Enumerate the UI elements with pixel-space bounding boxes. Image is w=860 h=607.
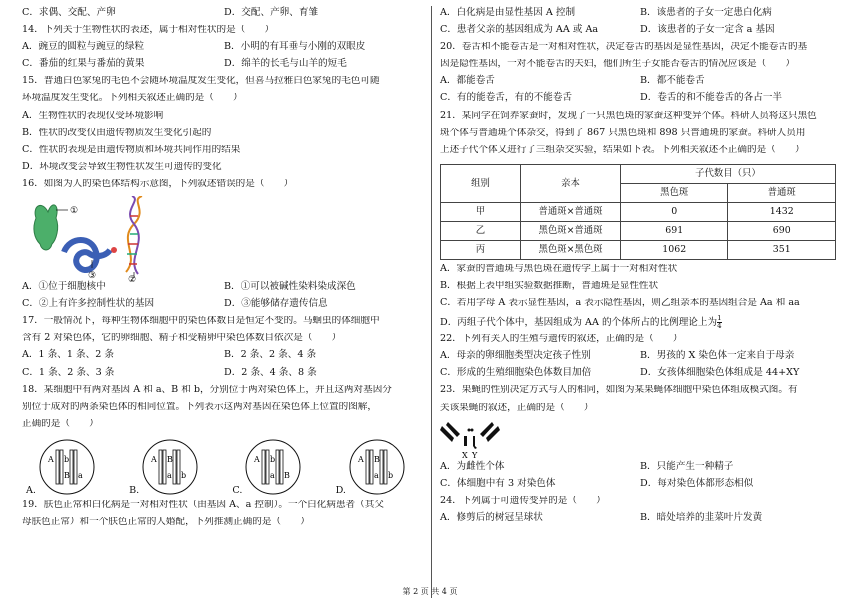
q17-stem-line2: 含有 2 对染色体，它的卵细胞、精子和受精卵中染色体数目依次是（ ） bbox=[22, 333, 342, 344]
q18-stem-line3: 正确的是（ ） bbox=[22, 418, 99, 429]
q18-stem-line2: 别位于成对的两条染色体的相同位置。下列表示这两对基因在染色体上位置的图解， bbox=[22, 401, 377, 412]
page-footer: 第 2 页 共 4 页 bbox=[402, 587, 458, 596]
table-header-normal: 普通斑 bbox=[728, 183, 836, 202]
q22-stem: 22．下列有关人的生殖与遗传的叙述，正确的是（ ） bbox=[440, 334, 683, 345]
q21-stem-line3: 上述子代个体又进行了三组杂交实验，结果如下表。下列相关叙述不正确的是（ ） bbox=[440, 144, 805, 155]
dot-chromosome bbox=[471, 428, 474, 431]
q13-option-c: C．求偶、交配、产卵 bbox=[22, 7, 116, 18]
cell-outline bbox=[246, 440, 300, 494]
table-cell-normal: 690 bbox=[728, 221, 836, 240]
q16-option-d: D．③能够储存遗传信息 bbox=[224, 298, 328, 310]
chromosome-rod bbox=[262, 450, 265, 484]
q22-options-cd bbox=[440, 368, 840, 385]
q21-option-d-text: D．丙组子代个体中，基因组成为 AA 的个体所占的比例理论上为 bbox=[440, 317, 718, 329]
gene-label: a bbox=[373, 470, 379, 480]
chromosome-rod bbox=[177, 450, 180, 484]
label-1: ① bbox=[70, 206, 79, 217]
gene-label: b bbox=[270, 454, 276, 464]
q18-option-label: B. bbox=[129, 485, 140, 497]
q20-option-a: A．都能卷舌 bbox=[440, 75, 495, 87]
q15-stem-line2: 环境温度发生变化。下列相关叙述正确的是（ ） bbox=[22, 93, 243, 104]
gene-label: B bbox=[167, 454, 174, 464]
q13-option-d: D．交配、产卵、育雏 bbox=[224, 7, 319, 18]
gene-label: B bbox=[63, 470, 70, 480]
q21-stem-line1: 21．某同学在饲养家蚕时，发现了一只黑色斑的家蚕这种变异个体。科研人员将这只黑色 bbox=[440, 110, 817, 121]
cell-diagram bbox=[141, 438, 199, 496]
q19-stem-line1: 19．肤色正常和白化病是一对相对性状（由基因 A、a 控制）。一个白化病患者（其父 bbox=[22, 499, 384, 510]
chromosome-rod bbox=[280, 450, 283, 484]
q20-stem-line2: 因是隐性基因，一对不能卷舌的夫妇，他们所生子女能否卷舌的情况应该是（ ） bbox=[440, 59, 795, 70]
gene-label: A bbox=[254, 454, 261, 464]
q15-option-c: C．性状的表现是由遗传物质和环境共同作用的结果 bbox=[22, 144, 241, 155]
q17-option-d: D．2 条、4 条、8 条 bbox=[224, 366, 317, 378]
q18-option-b bbox=[129, 436, 199, 496]
q18-option-d bbox=[336, 436, 406, 496]
q13-options bbox=[22, 8, 426, 25]
q15-option-a: A．生物性状的表现仅受环境影响 bbox=[22, 110, 164, 121]
gene-label: B bbox=[373, 454, 380, 464]
q18-option-label: A. bbox=[26, 485, 36, 497]
gene-label: A bbox=[357, 454, 364, 464]
q16-option-c: C．②上有许多控制性状的基因 bbox=[22, 298, 155, 310]
gene-label: A bbox=[47, 454, 54, 464]
q22-option-c: C．形成的生殖细胞染色体数目加倍 bbox=[440, 367, 592, 379]
q18-option-a bbox=[26, 436, 96, 496]
q14-stem: 14．下列关于生物性状的表述，属于相对性状的是（ ） bbox=[22, 25, 275, 36]
q23-options-ab bbox=[440, 462, 840, 479]
q19-stem-line2: 母肤色正常）和一个肤色正常的人婚配，下列推测正确的是（ ） bbox=[22, 516, 310, 527]
cell-outline bbox=[350, 440, 404, 494]
chromosome-rod bbox=[159, 450, 162, 484]
q14-option-b: B．小明的有耳垂与小刚的双眼皮 bbox=[224, 41, 366, 53]
chromosome-rod bbox=[266, 450, 269, 484]
table-row bbox=[441, 221, 836, 240]
table-cell-parent: 普通斑×普通斑 bbox=[521, 202, 621, 221]
table-cell-normal: 351 bbox=[728, 240, 836, 259]
q20-option-c: C．有的能卷舌，有的不能卷舌 bbox=[440, 92, 573, 104]
q18-stem-line1: 18．某细胞中有两对基因 A 和 a、B 和 b，分别位于两对染色体上，并且这两对基因分 bbox=[22, 384, 392, 395]
q17-option-b: B．2 条、2 条、4 条 bbox=[224, 349, 317, 361]
q21-option-c: C．若用字母 A 表示显性基因，a 表示隐性基因，则乙组亲本的基因组合是 Aa 和 aa bbox=[440, 298, 800, 309]
q20-options-ab bbox=[440, 76, 840, 93]
column-divider bbox=[431, 6, 432, 598]
chromosome-rod bbox=[163, 450, 166, 484]
chromosome-y bbox=[473, 436, 477, 449]
fruitfly-chromosome-figure bbox=[440, 420, 500, 460]
q24-stem: 24．下列属于可遗传变异的是（ ） bbox=[440, 496, 606, 507]
q21-option-a: A．家蚕的普通斑与黑色斑在遗传学上属于一对相对性状 bbox=[440, 263, 678, 274]
gene-label: A bbox=[151, 454, 158, 464]
chromosome-rod bbox=[276, 450, 279, 484]
cell-diagram bbox=[38, 438, 96, 496]
q23-option-d: D．每对染色体都形态相似 bbox=[640, 478, 754, 490]
chromosome-structure-figure bbox=[30, 196, 170, 282]
cell-diagram bbox=[244, 438, 302, 496]
table-header-black: 黑色斑 bbox=[621, 183, 728, 202]
table-row bbox=[441, 202, 836, 221]
label-3: ③ bbox=[88, 271, 97, 282]
q21-option-d bbox=[440, 315, 840, 334]
q14-option-c: C．番茄的红果与番茄的黄果 bbox=[22, 58, 145, 70]
q24-option-a: A．修剪后的树冠呈球状 bbox=[440, 512, 543, 524]
fraction bbox=[717, 315, 721, 330]
table-cell-black: 691 bbox=[621, 221, 728, 240]
cell-outline bbox=[143, 440, 197, 494]
q16-stem: 16．如图为人的染色体结构示意图，下列叙述错误的是（ ） bbox=[22, 178, 294, 189]
dot-chromosome bbox=[468, 428, 471, 431]
q23-option-c: C．体细胞中有 3 对染色体 bbox=[440, 478, 556, 490]
q20-stem-line1: 20．卷舌和不能卷舌是一对相对性状，决定卷舌的基因是显性基因，决定不能卷舌的基 bbox=[440, 42, 808, 53]
q18-option-label: D. bbox=[335, 485, 346, 497]
table-cell-parent: 黑色斑×黑色斑 bbox=[521, 240, 621, 259]
q18-options-figures bbox=[26, 436, 406, 496]
q17-option-c: C．1 条、2 条、3 条 bbox=[22, 366, 115, 378]
gene-label: b bbox=[387, 470, 394, 480]
q14-options-ab bbox=[22, 42, 426, 59]
chromosome-rod bbox=[370, 450, 373, 484]
q14-option-a: A．豌豆的圆粒与豌豆的绿粒 bbox=[22, 41, 145, 53]
label-x: X bbox=[462, 450, 468, 460]
fraction-numerator: 1 bbox=[717, 315, 722, 323]
right-column bbox=[440, 8, 840, 531]
q19-option-a: A．白化病是由显性基因 A 控制 bbox=[440, 7, 576, 18]
table-cell-normal: 1432 bbox=[728, 202, 836, 221]
cell-diagram bbox=[348, 438, 406, 496]
table-header-count: 子代数目（只） bbox=[621, 164, 836, 183]
q23-option-a: A．为雌性个体 bbox=[440, 461, 505, 473]
q22-options-ab bbox=[440, 351, 840, 368]
q22-option-b: B．男孩的 X 染色体一定来自于母亲 bbox=[640, 350, 795, 362]
table-cell-black: 0 bbox=[621, 202, 728, 221]
chromosome-x bbox=[464, 436, 467, 446]
q24-options-ab bbox=[440, 513, 840, 530]
q15-stem-line1: 15．普通白色家兔的毛色不会随环境温度发生变化，但喜马拉雅白色家兔的毛色可随 bbox=[22, 76, 380, 87]
q21-option-b: B．根据上表甲组实验数据推断，普通斑是显性性状 bbox=[440, 280, 659, 291]
gene-label: b bbox=[63, 454, 70, 464]
q14-option-d: D．绵羊的长毛与山羊的短毛 bbox=[224, 58, 347, 70]
fraction-denominator: 4 bbox=[717, 322, 722, 331]
table-row bbox=[441, 240, 836, 259]
q17-options-cd bbox=[22, 368, 426, 385]
left-column bbox=[22, 8, 426, 534]
gene-label: a bbox=[270, 470, 276, 480]
table-header-group: 组别 bbox=[441, 164, 521, 202]
q16-option-b: B．①可以被碱性染料染成深色 bbox=[224, 281, 356, 293]
histone-dot bbox=[111, 247, 117, 253]
q19-option-d: D．该患者的子女一定含 a 基因 bbox=[640, 24, 775, 36]
q19-options-cd bbox=[440, 25, 840, 42]
q16-options-ab bbox=[22, 282, 426, 299]
q23-stem-line1: 23．果蝇的性别决定方式与人的相同，如图为某果蝇体细胞中染色体组成模式图。有 bbox=[440, 385, 798, 396]
q16-options-cd bbox=[22, 299, 426, 316]
table-header-parent: 亲本 bbox=[521, 164, 621, 202]
chromosome-rod bbox=[70, 450, 73, 484]
q22-option-d: D．女孩体细胞染色体组成是 44+XY bbox=[640, 367, 800, 379]
q15-option-d: D．环境改变会导致生物性状发生可遗传的变化 bbox=[22, 161, 222, 172]
table-cell-group: 甲 bbox=[441, 202, 521, 221]
chromosome-shape bbox=[34, 205, 58, 250]
q23-options-cd bbox=[440, 479, 840, 496]
q21-stem-line2: 斑个体与普通斑个体杂交，得到了 867 只黑色斑和 898 只普通斑的家蚕。科研人员用 bbox=[440, 127, 806, 138]
chromosome-rod bbox=[60, 450, 63, 484]
chromosome-rod bbox=[380, 450, 383, 484]
chromosome-rod bbox=[173, 450, 176, 484]
table-cell-group: 乙 bbox=[441, 221, 521, 240]
gene-label: a bbox=[77, 470, 83, 480]
chromosome-rod bbox=[74, 450, 77, 484]
label-2: ② bbox=[128, 275, 137, 283]
q17-options-ab bbox=[22, 350, 426, 367]
q19-option-b: B．该患者的子女一定患白化病 bbox=[640, 7, 772, 18]
label-y: Y bbox=[472, 450, 478, 460]
q19-option-c: C．患者父亲的基因组成为 AA 或 Aa bbox=[440, 24, 599, 36]
q20-option-d: D．卷舌的和不能卷舌的各占一半 bbox=[640, 92, 783, 104]
cell-outline bbox=[40, 440, 94, 494]
chromatin-coil bbox=[64, 240, 110, 270]
q19-options-ab bbox=[440, 8, 840, 25]
chromosome-rod bbox=[366, 450, 369, 484]
q16-figure-row bbox=[22, 196, 426, 282]
q23-stem-line2: 关该果蝇的叙述，正确的是（ ） bbox=[440, 402, 594, 413]
chromosome-rod bbox=[384, 450, 387, 484]
q17-option-a: A．1 条、1 条、2 条 bbox=[22, 349, 114, 361]
q18-option-label: C. bbox=[232, 485, 243, 497]
q21-results-table bbox=[440, 164, 836, 260]
q22-option-a: A．母亲的卵细胞类型决定孩子性别 bbox=[440, 350, 591, 362]
chromosome-rod bbox=[56, 450, 59, 484]
q24-option-b: B．暗处培养的韭菜叶片发黄 bbox=[640, 512, 763, 524]
table-cell-black: 1062 bbox=[621, 240, 728, 259]
q17-stem-line1: 17．一般情况下，每种生物体细胞中的染色体数目是恒定不变的。马蛔虫的体细胞中 bbox=[22, 316, 380, 327]
q15-option-b: B．性状的改变仅由遗传物质发生变化引起的 bbox=[22, 127, 212, 138]
gene-label: B bbox=[284, 470, 291, 480]
q16-option-a: A．①位于细胞核中 bbox=[22, 281, 106, 293]
q23-option-b: B．只能产生一种精子 bbox=[640, 461, 734, 473]
table-cell-group: 丙 bbox=[441, 240, 521, 259]
q14-options-cd bbox=[22, 59, 426, 76]
gene-label: b bbox=[181, 470, 187, 480]
q18-option-c bbox=[232, 436, 302, 496]
q20-option-b: B．都不能卷舌 bbox=[640, 75, 705, 87]
gene-label: a bbox=[167, 470, 173, 480]
q20-options-cd bbox=[440, 93, 840, 110]
table-cell-parent: 黑色斑×普通斑 bbox=[521, 221, 621, 240]
